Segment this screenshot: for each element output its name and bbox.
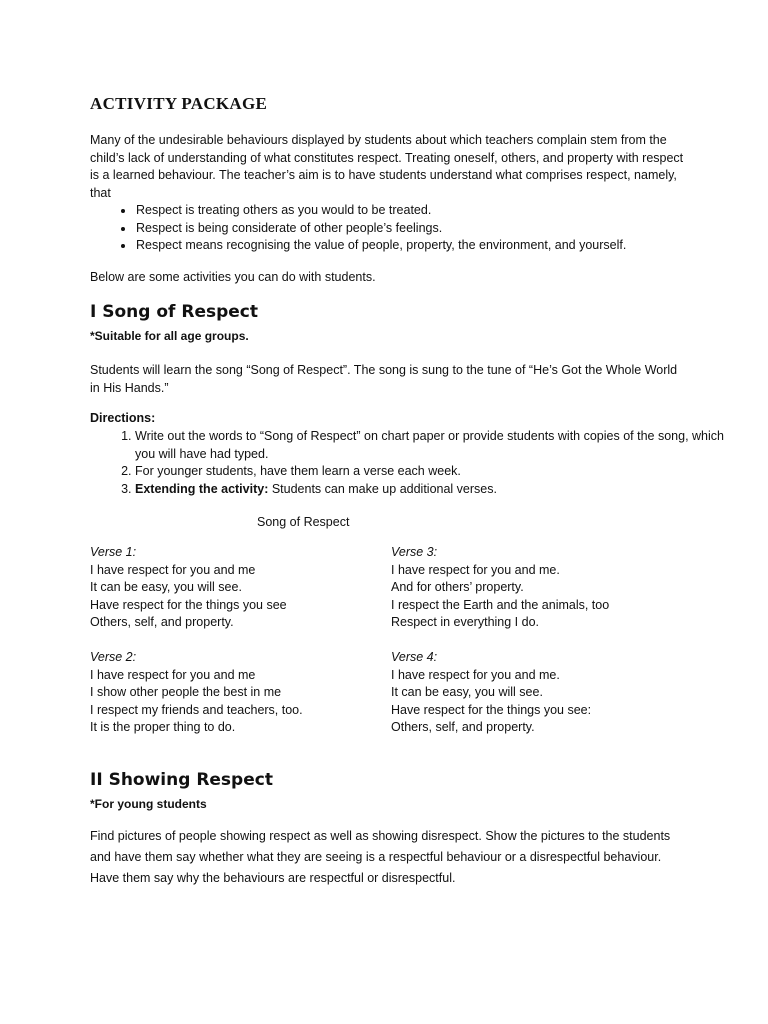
verse-line: I show other people the best in me — [90, 685, 282, 699]
list-item — [135, 463, 735, 481]
verse-line: And for others’ property. — [391, 580, 524, 594]
song-description: Students will learn the song “Song of Respect”. The song is sung to the tune of “He’s Got the Whole World in His Hands.” — [90, 363, 678, 395]
step-text: Students can make up additional verses. — [268, 481, 497, 496]
verse-line: Have respect for the things you see: — [391, 702, 592, 717]
verse-line: Others, self, and property. — [391, 720, 535, 734]
step-text: For younger students, have them learn a verse each week. — [135, 464, 461, 478]
verse-line: I respect the Earth and the animals, too — [391, 597, 610, 612]
section-heading-showing-respect: II Showing Respect — [90, 770, 273, 790]
song-title: Song of Respect — [257, 515, 350, 529]
list-item: • Respect is treating others as you would to be treated. — [135, 202, 745, 220]
list-item — [135, 481, 735, 499]
respect-bullet-list — [90, 202, 745, 255]
verse-label: Verse 3: — [391, 545, 438, 559]
verse-line: It is the proper thing to do. — [90, 720, 236, 734]
verse-4 — [391, 649, 591, 737]
intro-paragraph: Many of the undesirable behaviours displayed by students about which teachers complain stem from the child’s lack of understanding of what constitutes respect. Treating oneself, others, and property with respect is a learned behaviour. The teacher’s aim is to have students understand what comprises respect, namely, that — [90, 133, 684, 200]
verse-label: Verse 4: — [391, 650, 438, 664]
verse-line: Others, self, and property. — [90, 615, 234, 629]
below-text: Below are some activities you can do with students. — [90, 270, 376, 284]
age-note: *Suitable for all age groups. — [90, 329, 249, 343]
list-item: • Respect means recognising the value of people, property, the environment, and yourself. — [135, 237, 745, 255]
directions-list — [90, 428, 735, 498]
showing-respect-description: Find pictures of people showing respect as well as showing disrespect. Show the pictures to the students and have them say whether what they are seeing is a respectful behaviour or a disrespectful behaviour. Have them say why the behaviours are respectful or disrespectful. — [90, 829, 671, 885]
young-students-note: *For young students — [90, 797, 207, 811]
verse-line: I respect my friends and teachers, too. — [90, 702, 303, 717]
list-item — [135, 428, 735, 463]
verse-3 — [391, 544, 609, 632]
verse-line: I have respect for you and me — [90, 667, 256, 682]
verse-label: Verse 1: — [90, 545, 137, 559]
verse-line: I have respect for you and me. — [391, 562, 560, 577]
section-heading-song-of-respect: I Song of Respect — [90, 302, 258, 322]
verse-line: I have respect for you and me — [90, 562, 256, 577]
verse-1 — [90, 544, 287, 632]
verse-2 — [90, 649, 303, 737]
verse-line: Respect in everything I do. — [391, 615, 539, 629]
verse-line: Have respect for the things you see — [90, 597, 287, 612]
step-bold: Extending the activity: — [135, 481, 269, 496]
verse-line: I have respect for you and me. — [391, 667, 560, 682]
verse-label: Verse 2: — [90, 650, 137, 664]
verse-line: It can be easy, you will see. — [391, 685, 543, 699]
verse-line: It can be easy, you will see. — [90, 580, 242, 594]
step-text: Write out the words to “Song of Respect” on chart paper or provide students with copies of the song, which you will have had typed. — [135, 429, 724, 461]
list-item: • Respect is being considerate of other people’s feelings. — [135, 220, 745, 238]
directions-label: Directions: — [90, 411, 156, 425]
page-title: ACTIVITY PACKAGE — [90, 94, 268, 113]
